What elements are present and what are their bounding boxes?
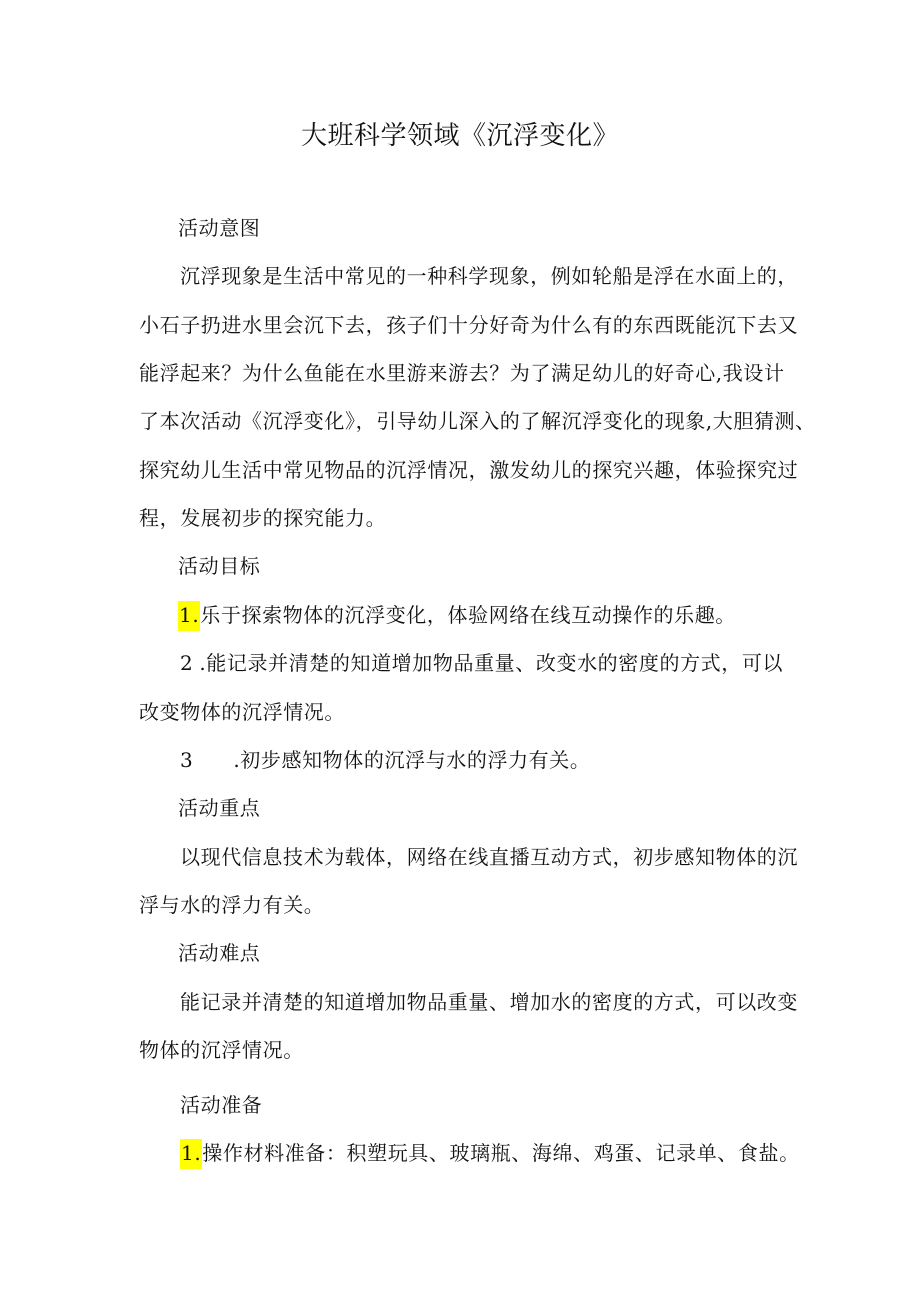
goal-text: 乐于探索物体的沉浮变化，体验网络在线互动操作的乐趣。	[200, 603, 736, 627]
paragraph-line: 小石子扔进水里会沉下去，孩子们十分好奇为什么有的东西既能沉下去又	[139, 313, 799, 337]
goal-text-continued: 改变物体的沉浮情况。	[139, 700, 345, 724]
paragraph-line: 探究幼儿生活中常见物品的沉浮情况，激发幼儿的探究兴趣，体验探究过	[139, 458, 799, 482]
goal-item-2	[180, 648, 783, 678]
goal-number-highlight: 1.	[178, 601, 200, 631]
preparation-text: 操作材料准备：积塑玩具、玻璃瓶、海绵、鸡蛋、记录单、食盐。	[202, 1141, 800, 1165]
goal-number: 3	[180, 748, 194, 772]
section-heading-intent: 活动意图	[178, 216, 261, 240]
paragraph-line: 浮与水的浮力有关。	[139, 893, 325, 917]
goal-item-3	[180, 745, 591, 775]
paragraph-line: 程，发展初步的探究能力。	[139, 506, 387, 530]
paragraph-line: 能浮起来？为什么鱼能在水里游来游去？为了满足幼儿的好奇心,我设计	[139, 361, 785, 385]
section-heading-difficulties: 活动难点	[178, 941, 261, 965]
goal-text: .能记录并清楚的知道增加物品重量、改变水的密度的方式，可以	[199, 651, 784, 675]
paragraph-line: 了本次活动《沉浮变化》，引导幼儿深入的了解沉浮变化的现象,大胆猜测、	[139, 409, 816, 433]
goal-item-1	[178, 600, 736, 630]
goal-number: 2	[180, 651, 194, 675]
paragraph-line: 以现代信息技术为载体，网络在线直播互动方式，初步感知物体的沉	[180, 845, 798, 869]
paragraph-line: 沉浮现象是生活中常见的一种科学现象，例如轮船是浮在水面上的，	[180, 264, 798, 288]
preparation-item-1	[180, 1138, 800, 1168]
section-heading-key-points: 活动重点	[178, 796, 261, 820]
section-heading-goals: 活动目标	[178, 554, 261, 578]
preparation-number-highlight: 1.	[180, 1139, 202, 1169]
goal-text: .初步感知物体的沉浮与水的浮力有关。	[233, 748, 591, 772]
paragraph-line: 物体的沉浮情况。	[139, 1038, 304, 1062]
document-title: 大班科学领域《沉浮变化》	[300, 121, 619, 151]
paragraph-line: 能记录并清楚的知道增加物品重量、增加水的密度的方式，可以改变	[180, 990, 798, 1014]
section-heading-preparation: 活动准备	[180, 1093, 263, 1117]
